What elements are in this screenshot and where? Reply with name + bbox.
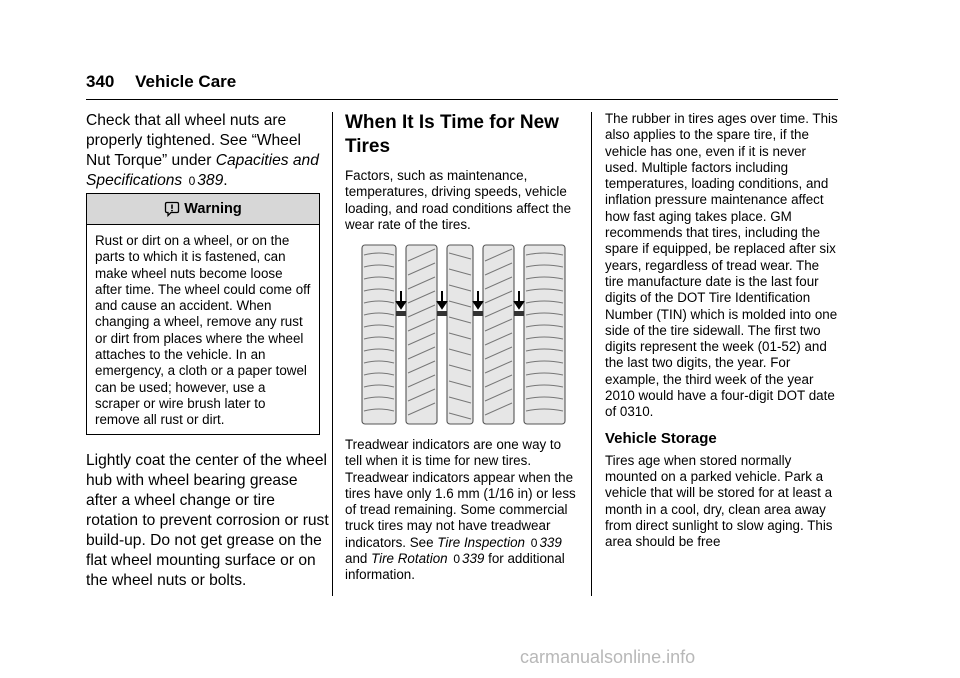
wheel-nuts-paragraph: Check that all wheel nuts are properly tightened. See “Wheel Nut Torque” under Capacities and Specifications 0 389.: [86, 112, 319, 189]
capacities-link[interactable]: Capacities and Specifications: [86, 152, 319, 189]
warning-box: [86, 193, 320, 435]
header-rule: [86, 99, 838, 100]
warning-header: [87, 194, 319, 225]
page-ref-icon: 0: [453, 552, 461, 567]
tire-rotation-link[interactable]: Tire Rotation: [371, 551, 448, 567]
column-3: [605, 111, 840, 550]
tire-aging-paragraph: The rubber in tires ages over time. This also applies to the spare tire, if the vehicle has one, even if it is never used. Multiple factors including temperatures, loading conditions, and inflation pressure maintenance affect how fast aging takes place. GM recommends that tires, including the spare if equipped, be replaced after six years, regardless of tread wear. The tire manufacture date is the last four digits of the DOT Tire Identification Number (TIN) which is molded into one side of the tire sidewall. The first two digits represent the week (01-52) and the last two digits, the year. For example, the third week of the year 2010 would have a four-digit DOT date of 0310.: [605, 111, 838, 420]
warning-text: Rust or dirt on a wheel, or on the parts to which it is fastened, can make wheel nuts become loose after time. The wheel could come off and cause an accident. When changing a wheel, remove any rust or dirt from places where the wheel attaches to the vehicle. In an emergency, a cloth or a paper towel can be used; however, use a scraper or wire brush later to remove all rust or dirt.: [95, 233, 311, 428]
tread-figure: [360, 243, 567, 426]
wear-factors-paragraph: Factors, such as maintenance, temperatures, driving speeds, vehicle loading, and road conditions affect the wear rate of the tires.: [345, 168, 572, 232]
column-2-lower: [345, 437, 581, 584]
new-tires-heading: When It Is Time for New Tires: [345, 112, 559, 157]
tire-inspection-link[interactable]: Tire Inspection: [437, 534, 526, 550]
page-header: [86, 72, 236, 92]
warning-icon: [164, 201, 180, 217]
column-divider-1: [332, 112, 333, 596]
page-ref-389[interactable]: 389: [197, 172, 224, 189]
tire-tread-illustration: [360, 243, 567, 426]
vehicle-storage-paragraph: Tires age when stored normally mounted on a parked vehicle. Park a vehicle that will be stored for at least a month in a cool, dry, clean area away from direct sunlight to slow aging. This area should be free: [605, 452, 833, 550]
vehicle-storage-heading: Vehicle Storage: [605, 429, 717, 447]
page-ref-339-rotation[interactable]: 339: [462, 551, 485, 567]
watermark: carmanualsonline.info: [520, 647, 696, 667]
column-1: [86, 111, 326, 191]
column-2: [345, 111, 581, 233]
treadwear-paragraph: Treadwear indicators are one way to tell when it is time for new tires. Treadwear indicators appear when the tires have only 1.6 mm (1/16 in) or less of tread remaining. Some commercial truck tires may not have treadwear indicators. See Tire Inspection 0 339 and Tire Rotation 0 339 for additional information.: [345, 437, 576, 583]
page-number: 340: [86, 72, 115, 91]
warning-title: Warning: [184, 201, 242, 217]
grease-paragraph: Lightly coat the center of the wheel hub with wheel bearing grease after a wheel change or tire rotation to prevent corrosion or rust build-up. Do not get grease on the flat wheel mounting surface or on the wheel nuts or bolts.: [86, 452, 329, 589]
page-ref-icon: 0: [188, 174, 196, 188]
column-1-lower: [86, 451, 331, 591]
page-ref-icon: 0: [530, 535, 538, 550]
column-divider-2: [591, 112, 592, 596]
page-ref-339-inspection[interactable]: 339: [539, 534, 562, 550]
section-title: Vehicle Care: [135, 72, 237, 91]
